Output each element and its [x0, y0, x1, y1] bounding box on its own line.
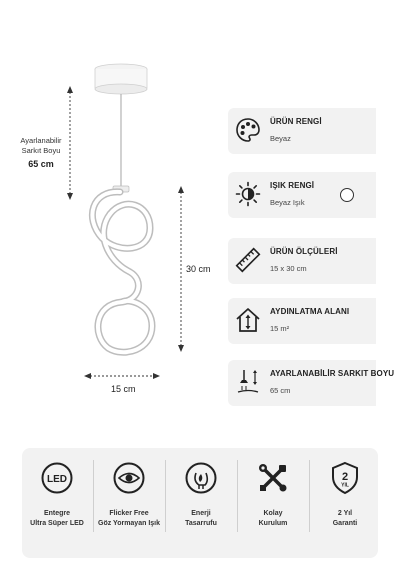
feature-line1: Entegre [43, 510, 71, 517]
ruler-icon [232, 244, 264, 276]
width-dimension-label: 15 cm [111, 384, 136, 394]
warranty-icon-number: 2 [341, 471, 349, 483]
spec-card-lighting-area [228, 298, 376, 344]
feature-line2: Garanti [332, 520, 358, 527]
eye-icon [111, 460, 147, 496]
pendant-lamp-icon [232, 366, 264, 398]
feature-flicker-free [94, 454, 164, 552]
spec-value: 65 cm [270, 386, 291, 395]
height-dimension-label: 30 cm [186, 264, 211, 274]
drop-length-label-line2: Sarkıt Boyu [21, 146, 61, 155]
spec-title: ÜRÜN ÖLÇÜLERİ [270, 247, 338, 256]
warranty-icon-unit: YIL [341, 482, 349, 489]
tools-icon [255, 460, 291, 496]
led-icon-text: LED [47, 474, 67, 485]
feature-easy-install [238, 454, 308, 552]
spec-value: Beyaz Işık [270, 198, 305, 207]
feature-warranty [310, 454, 380, 552]
led-icon [39, 460, 75, 496]
drop-length-label-line1: Ayarlanabilir [20, 136, 62, 145]
spec-card-light-color [228, 172, 376, 218]
features-panel [22, 448, 378, 558]
light-color-swatch [340, 188, 354, 202]
house-area-icon [232, 304, 264, 336]
spec-value: 15 m² [270, 324, 290, 333]
spec-card-dimensions [228, 238, 376, 284]
feature-line2: Tasarrufu [185, 520, 217, 527]
feature-energy [166, 454, 236, 552]
product-illustration [0, 0, 225, 440]
drop-length-label [8, 136, 74, 169]
warranty-shield-icon [327, 460, 363, 496]
spec-value: Beyaz [270, 134, 291, 143]
spec-card-product-color [228, 108, 376, 154]
feature-line2: Ultra Süper LED [30, 520, 84, 527]
feature-line1: 2 Yıl [337, 510, 353, 517]
energy-plug-icon [183, 460, 219, 496]
spec-title: AYDINLATMA ALANI [270, 307, 350, 316]
feature-line1: Kolay [263, 510, 283, 517]
feature-line2: Kurulum [258, 520, 288, 527]
spec-title: ÜRÜN RENGİ [270, 117, 322, 126]
spec-title: IŞIK RENGİ [270, 181, 315, 190]
sun-icon [232, 178, 264, 210]
feature-line2: Göz Yormayan Işık [98, 520, 160, 527]
palette-icon [232, 114, 264, 146]
feature-line1: Flicker Free [109, 510, 149, 517]
spec-card-drop-length [228, 360, 395, 406]
spec-title: AYARLANABİLİR SARKIT BOYU [270, 369, 395, 378]
spec-value: 15 x 30 cm [270, 264, 307, 273]
feature-led [22, 454, 92, 552]
drop-length-value: 65 cm [28, 159, 54, 169]
feature-line1: Enerji [191, 510, 211, 517]
